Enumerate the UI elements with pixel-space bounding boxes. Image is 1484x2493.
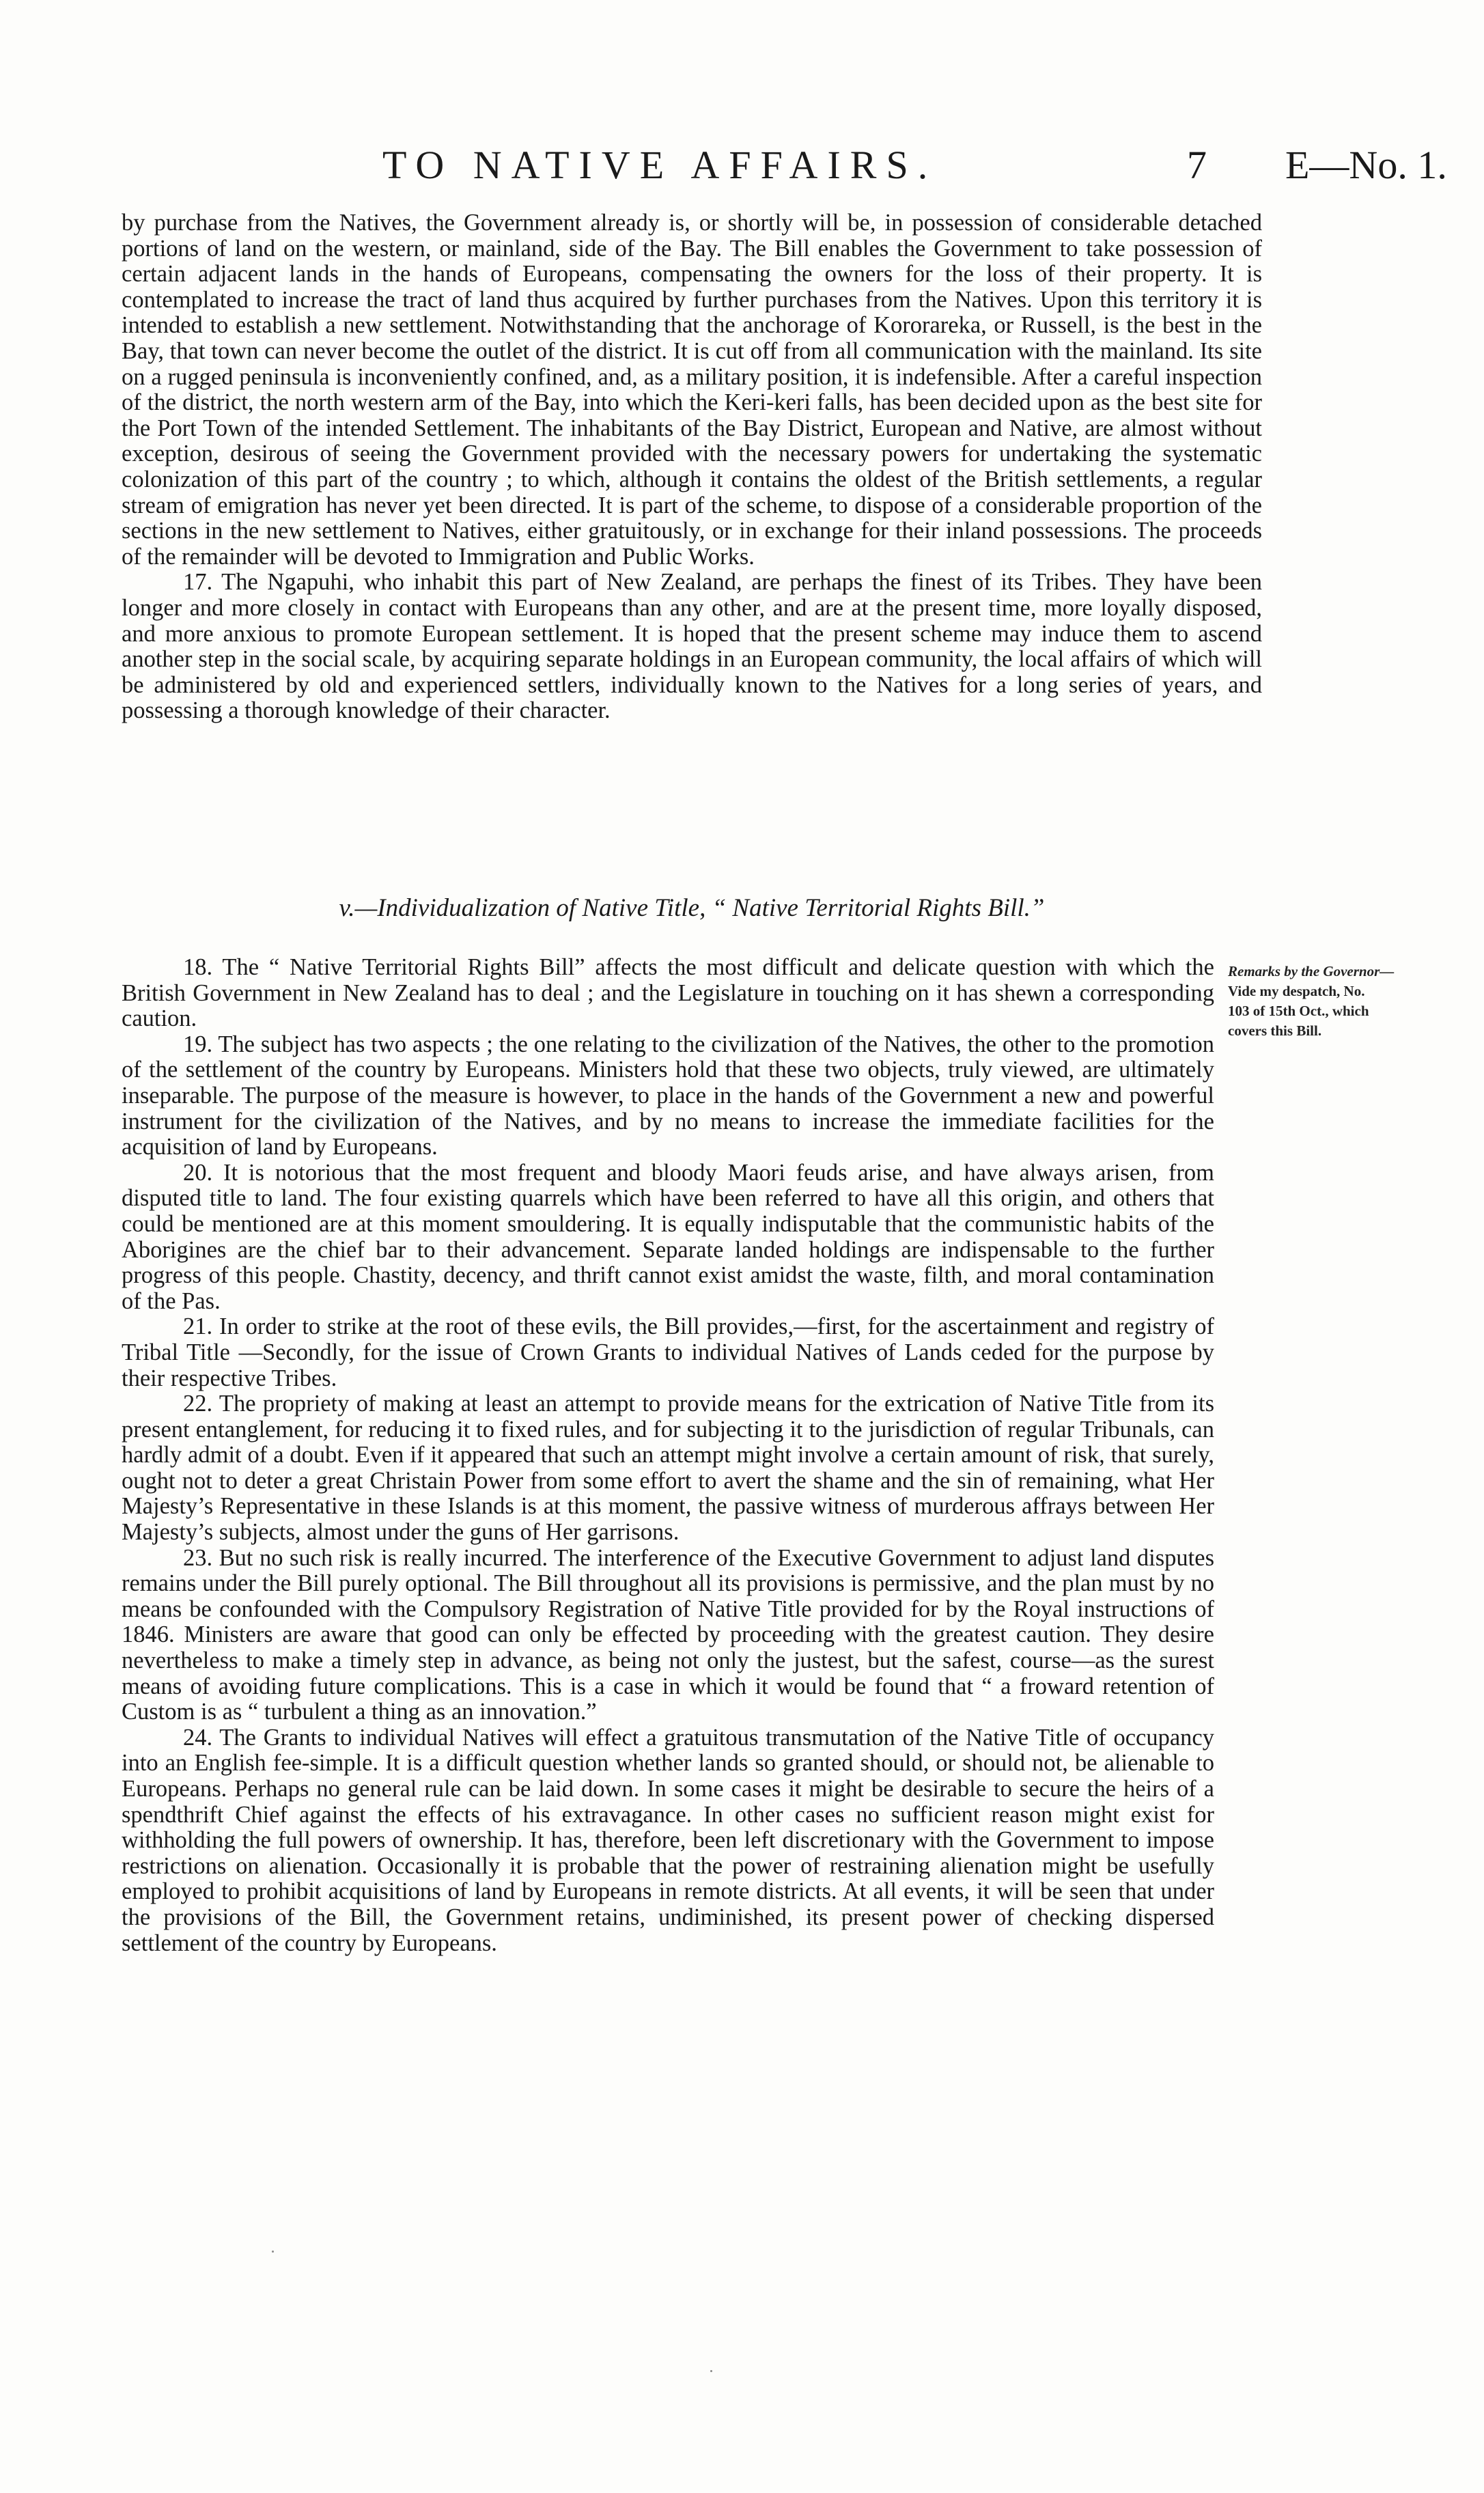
running-title: TO NATIVE AFFAIRS. xyxy=(382,143,938,187)
paragraph-19: 19. The subject has two aspects ; the one relating to the civilization of the Natives, the other to the promotion of the settlement of the country by Europeans. Ministers hold that these two objects, truly viewed, are ultimately inseparable. The purpose of the measure is however, to place in the hands of the Government a new and powerful instrument for the civilization of the Natives, and by no means to increase the immediate facilities for the acquisition of land by Europeans. xyxy=(122,1031,1214,1160)
scan-speck xyxy=(710,2370,712,2372)
body-text-top xyxy=(122,210,1262,724)
paragraph-24: 24. The Grants to individual Natives will effect a gratuitous transmutation of the Native Title of occupancy into an English fee-simple. It is a difficult question whether lands so granted should, or should not, be alienable to Europeans. Perhaps no general rule can be laid down. In some cases it might be desirable to secure the heirs of a spendthrift Chief against the effects of his extravagance. In other cases no sufficient reason might exist for withholding the full powers of ownership. It has, therefore, been left discretionary with the Government to impose restrictions on alienation. Occasionally it is probable that the power of restraining alienation might be usefully employed to prohibit acquisitions of land by Europeans in remote districts. At all events, it will be seen that under the provisions of the Bill, the Government retains, undiminished, its present power of checking dispersed settlement of the country by Europeans. xyxy=(122,1724,1214,1956)
paragraph-23: 23. But no such risk is really incurred. The interference of the Executive Government to adjust land disputes remains under the Bill purely optional. The Bill throughout all its provisions is permissive, and the plan must by no means be confounded with the Compulsory Registration of Native Title provided for by the Royal instructions of 1846. Ministers are aware that good can only be effected by proceeding with the greatest caution. They desire nevertheless to make a timely step in advance, as being not only the justest, but the safest, course—as the surest means of avoiding future complications. This is a case in which it would be found that “ a froward retention of Custom is as “ turbulent a thing as an innovation.” xyxy=(122,1544,1214,1725)
marginal-note-line: covers this Bill. xyxy=(1228,1022,1322,1039)
marginal-note-line: 103 of 15th Oct., which xyxy=(1228,1003,1369,1019)
marginal-note-line: Remarks by the Governor— xyxy=(1228,963,1395,979)
marginal-note xyxy=(1228,962,1420,1041)
section-heading: v.—Individualization of Native Title, “ Native Territorial Rights Bill.” xyxy=(339,894,1045,922)
scan-speck xyxy=(272,2251,274,2253)
page-number: 7 xyxy=(1187,143,1207,187)
document-reference: E—No. 1. xyxy=(1285,143,1447,187)
paragraph-20: 20. It is notorious that the most frequent and bloody Maori feuds arise, and have always arisen, from disputed title to land. The four existing quarrels which have been referred to have all this origin, and others that could be mentioned are at this moment smouldering. It is equally indisputable that the communistic habits of the Aborigines are the chief bar to their advancement. Separate landed holdings are indispensable to the further progress of this people. Chastity, decency, and thrift cannot exist amidst the waste, filth, and moral contamination of the Pas. xyxy=(122,1159,1214,1314)
body-text-bottom xyxy=(122,955,1214,1956)
marginal-note-line: Vide my despatch, No. xyxy=(1228,983,1365,999)
paragraph-21: 21. In order to strike at the root of these evils, the Bill provides,—first, for the ascertainment and registry of Tribal Title —Secondly, for the issue of Crown Grants to individual Natives of Lands ceded for the purpose by their respective Tribes. xyxy=(122,1313,1214,1391)
paragraph-22: 22. The propriety of making at least an attempt to provide means for the extrication of Native Title from its present entanglement, for reducing it to fixed rules, and for subjecting it to the jurisdiction of regular Tribunals, can hardly admit of a doubt. Even if it appeared that such an attempt might involve a certain amount of risk, that surely, ought not to deter a great Christain Power from some effort to avert the shame and the sin of remaining, what Her Majesty’s Representative in these Islands is at this moment, the passive witness of murderous affrays between Her Majesty’s subjects, almost under the guns of Her garrisons. xyxy=(122,1391,1214,1546)
paragraph-16-continued: by purchase from the Natives, the Government already is, or shortly will be, in possession of considerable detached portions of land on the western, or mainland, side of the Bay. The Bill enables the Government to take possession of certain adjacent lands in the hands of Europeans, compensating the owners for the loss of their property. It is contemplated to increase the tract of land thus acquired by further purchases from the Natives. Upon this territory it is intended to establish a new settlement. Notwithstanding that the anchorage of Kororareka, or Russell, is the best in the Bay, that town can never become the outlet of the district. It is cut off from all communication with the mainland. Its site on a rugged peninsula is inconveniently confined, and, as a military position, it is indefensible. After a careful inspection of the district, the north western arm of the Bay, into which the Keri-keri falls, has been decided upon as the best site for the Port Town of the intended Settlement. The inhabitants of the Bay District, European and Native, are almost without exception, desirous of seeing the Government provided with the necessary powers for undertaking the systematic colonization of this part of the country ; to which, although it contains the oldest of the British settlements, a regular stream of emigration has never yet been directed. It is part of the scheme, to dispose of a considerable proportion of the sections in the new settlement to Natives, either gratuitously, or in exchange for their inland possessions. The proceeds of the remainder will be devoted to Immigration and Public Works. xyxy=(122,210,1262,570)
page-header xyxy=(0,142,1484,197)
paragraph-17: 17. The Ngapuhi, who inhabit this part of New Zealand, are perhaps the finest of its Tribes. They have been longer and more closely in contact with Europeans than any other, and are at the present time, more loyally disposed, and more anxious to promote European settlement. It is hoped that the present scheme may induce them to ascend another step in the social scale, by acquiring separate holdings in an European community, the local affairs of which will be administered by old and experienced settlers, individually known to the Natives for a long series of years, and possessing a thorough knowledge of their character. xyxy=(122,569,1262,724)
paragraph-18: 18. The “ Native Territorial Rights Bill” affects the most difficult and delicate question with which the British Government in New Zealand has to deal ; and the Legislature in touching on it has shewn a corresponding caution. xyxy=(122,954,1214,1032)
